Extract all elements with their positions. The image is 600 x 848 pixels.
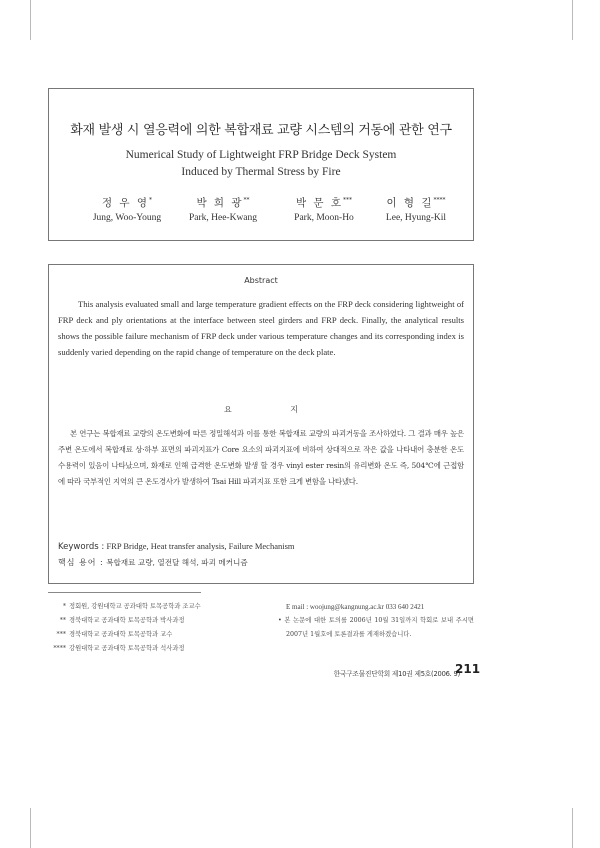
author-mark: *	[149, 196, 153, 204]
author-korean-name: 이 형 길	[386, 197, 434, 209]
author-english-name: Jung, Woo-Young	[92, 213, 162, 223]
korean-abstract-text: 본 연구는 복합재료 교량의 온도변화에 따른 정밀해석과 이를 통한 복합재료 교량의 파괴거동을 조사하였다. 그 결과 매우 높은 주변 온도에서 복합재료 상·하부 표면의 파괴지표가 Core 요소의 파괴지표에 비하여 상대적으로 작은 값을 나타내어 충분한 온도 수용력이 있음이 나타났으며, 화재로 인해 급격한 온도변화 발생 할 경우 vinyl ester resin의 유리변화 온도 즉, 504℃에 근접함에 따라 국부적인 지역의 큰 온도경사가 발생하여 Tsai Hill 파괴지표 또한 크게 변함을 나타냈다.	[58, 429, 464, 486]
author-affiliations	[48, 600, 258, 656]
contact-email: E mail : woojung@kangnung.ac.kr 033 640 2421	[286, 603, 425, 611]
keywords-english-label: Keywords :	[58, 542, 105, 552]
affiliation-mark: ***	[56, 631, 66, 638]
keywords-korean	[58, 557, 464, 568]
english-title-line1: Numerical Study of Lightweight FRP Bridge Deck System	[125, 149, 397, 161]
crop-mark-bottom-left	[30, 808, 31, 848]
affiliation-text: 경북대학교 공과대학 토목공학과 박사과정	[69, 617, 185, 624]
affiliation-mark: **	[59, 617, 66, 624]
english-title-line2: Induced by Thermal Stress by Fire	[181, 166, 341, 178]
author-korean-name: 박 희 광	[196, 197, 244, 209]
affiliation-text: 강원대학교 공과대학 토목공학과 석사과정	[69, 645, 185, 652]
footnote-divider	[48, 592, 201, 593]
author-1	[72, 195, 182, 223]
author-4	[361, 195, 471, 223]
affiliation-text: 정회원, 강원대학교 공과대학 토목공학과 조교수	[69, 603, 201, 610]
crop-mark-top-left	[30, 0, 31, 40]
affiliation-3	[48, 628, 258, 642]
author-korean-name: 박 문 호	[295, 197, 344, 209]
author-mark: ***	[343, 196, 353, 204]
crop-mark-bottom-right	[572, 808, 573, 848]
author-mark: ****	[433, 196, 446, 204]
author-2	[168, 195, 278, 223]
affiliation-2	[48, 614, 258, 628]
author-mark: **	[243, 196, 250, 204]
korean-abstract-heading: 요 지	[224, 405, 326, 414]
author-list	[49, 195, 473, 235]
abstract-box	[48, 264, 474, 584]
keywords-english-value: FRP Bridge, Heat transfer analysis, Failure Mechanism	[106, 541, 295, 551]
contact-notes	[278, 600, 474, 642]
affiliation-mark: *	[62, 603, 66, 610]
keywords-english	[58, 541, 464, 552]
author-english-name: Park, Hee-Kwang	[188, 213, 258, 223]
affiliation-text: 경북대학교 공과대학 토목공학과 교수	[69, 631, 173, 638]
author-korean-name: 정 우 영	[101, 197, 150, 209]
affiliation-4	[48, 642, 258, 656]
author-english-name: Lee, Hyung-Kil	[385, 213, 447, 223]
affiliation-1	[48, 600, 258, 614]
abstract-text: This analysis evaluated small and large temperature gradient effects on the FRP deck considering lightweight of FRP deck and ply orientations at the interface between steel girders and FRP deck. Finally, the analytical results shows the possible failure mechanism of FRP deck under various temperature changes and its corresponding index is suddenly varied depending on the rapid change of temperature on the deck plate.	[58, 299, 464, 357]
korean-title: 화재 발생 시 열응력에 의한 복합재료 교량 시스템의 거동에 관한 연구	[70, 123, 452, 138]
discussion-note: • 본 논문에 대한 토의를 2006년 10월 31일까지 학회로 보내 주시면 2007년 1월호에 토론결과를 게재하겠습니다.	[278, 617, 474, 638]
keywords-korean-label: 핵심 용어 :	[58, 558, 104, 567]
author-english-name: Park, Moon-Ho	[294, 213, 354, 223]
crop-mark-top-right	[572, 0, 573, 40]
page-number: 211	[455, 662, 481, 676]
title-box	[48, 88, 474, 241]
keywords-korean-value: 복합재료 교량, 열전달 해석, 파괴 메커니즘	[106, 558, 248, 567]
affiliation-mark: ****	[53, 645, 66, 652]
abstract-heading: Abstract	[244, 276, 278, 285]
journal-citation: 한국구조물진단학회 제10권 제5호(2006. 9)	[333, 670, 460, 678]
